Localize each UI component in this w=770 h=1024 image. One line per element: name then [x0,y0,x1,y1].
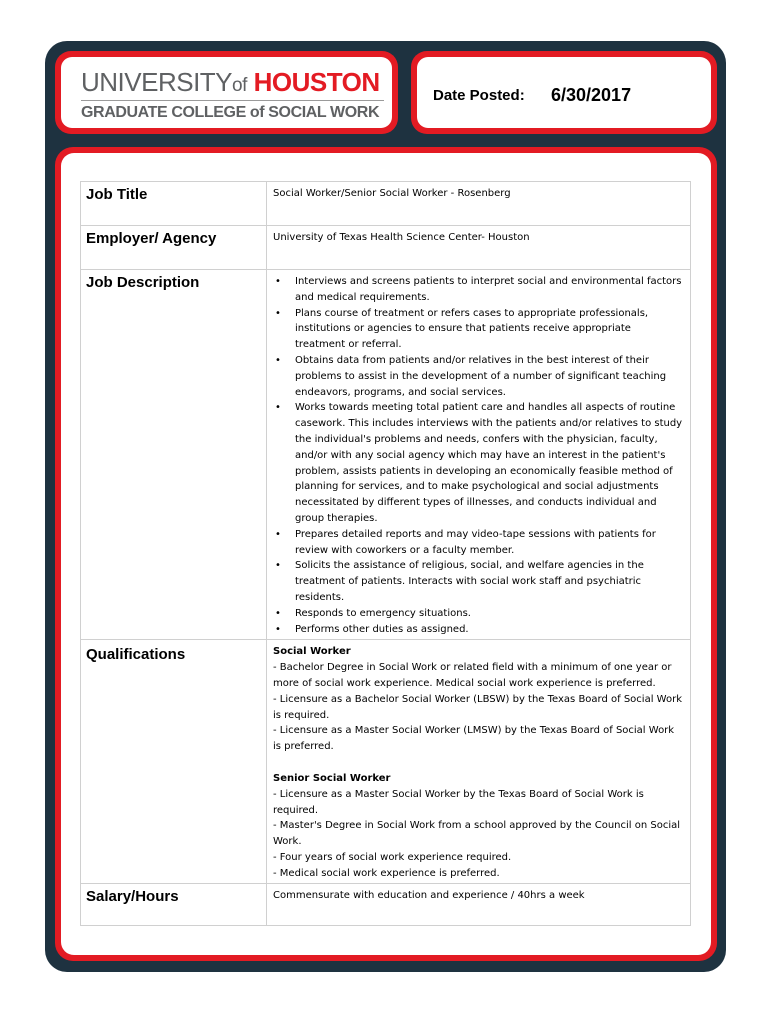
duty-item: • Interviews and screens patients to interpret social and environmental factors and medical requirements. [295,274,684,306]
college-name: GRADUATE COLLEGE of SOCIAL WORK [81,104,380,121]
university-logo: UNIVERSITYof HOUSTON [81,67,380,97]
qualification-line: - Master's Degree in Social Work from a school approved by the Council on Social Work. [273,820,681,848]
job-title-value: Social Worker/Senior Social Worker - Rosenberg [267,182,691,226]
duty-item: • Performs other duties as assigned. [295,622,684,638]
duty-item: • Solicits the assistance of religious, social, and welfare agencies in the treatment of patients. Interacts with social work staff and psychiatric residents. [295,558,684,605]
row-job-description [81,270,691,640]
qualification-line: - Four years of social work experience required. [273,851,512,863]
social-worker-heading: Social Worker [273,646,351,658]
row-employer [81,226,691,270]
duty-item: • Plans course of treatment or refers cases to appropriate professionals, institutions or agencies to ensure that patients receive appropriate treatment or referral. [295,306,684,353]
date-posted-value: 6/30/2017 [551,85,632,105]
qualification-line: - Bachelor Degree in Social Work or related field with a minimum of one year or more of social work experience. Medical social work experience is preferred. [273,662,672,689]
duty-item: • Prepares detailed reports and may video-tape sessions with patients for review with coworkers or a faculty member. [295,527,684,559]
duty-item: • Responds to emergency situations. [295,606,684,622]
salary-label: Salary/Hours [81,884,267,926]
logo-divider [81,100,384,101]
date-panel [411,51,717,134]
job-title-label: Job Title [81,182,267,226]
row-salary [81,884,691,926]
salary-value: Commensurate with education and experience / 40hrs a week [267,884,691,926]
logo-panel [55,51,398,134]
job-description-label: Job Description [81,270,267,640]
date-posted-label: Date Posted: [433,87,525,104]
qualification-line: - Licensure as a Bachelor Social Worker (LBSW) by the Texas Board of Social Work is required. [273,693,682,721]
row-job-title [81,182,691,226]
senior-social-worker-heading: Senior Social Worker [273,772,391,784]
duty-item: • Obtains data from patients and/or relatives in the best interest of their problems to assist in the development of a number of significant teaching endeavors, programs, and social services. [295,353,684,400]
row-qualifications [81,640,691,884]
qualification-line: - Licensure as a Master Social Worker (LMSW) by the Texas Board of Social Work is preferred. [273,725,675,753]
job-description-value [267,270,691,640]
job-details-table [80,181,691,926]
qualifications-value [267,640,691,884]
employer-value: University of Texas Health Science Center- Houston [267,226,691,270]
qualifications-label: Qualifications [81,640,267,884]
employer-label: Employer/ Agency [81,226,267,270]
qualification-line: - Medical social work experience is preferred. [273,867,500,879]
duty-item: • Works towards meeting total patient care and handles all aspects of routine casework. This includes interviews with the patients and/or relatives to study the individual's problems and needs, confers with the physician, faculty, and/or with any social agency which may have an interest in the patient's problem, assists patients in developing an economically feasible method of planning for services, and to make psychological and social adjustments necessitated by different types of illnesses, and conducts individual and group therapies. [295,400,684,526]
qualification-line: - Licensure as a Master Social Worker by the Texas Board of Social Work is required. [273,788,644,816]
